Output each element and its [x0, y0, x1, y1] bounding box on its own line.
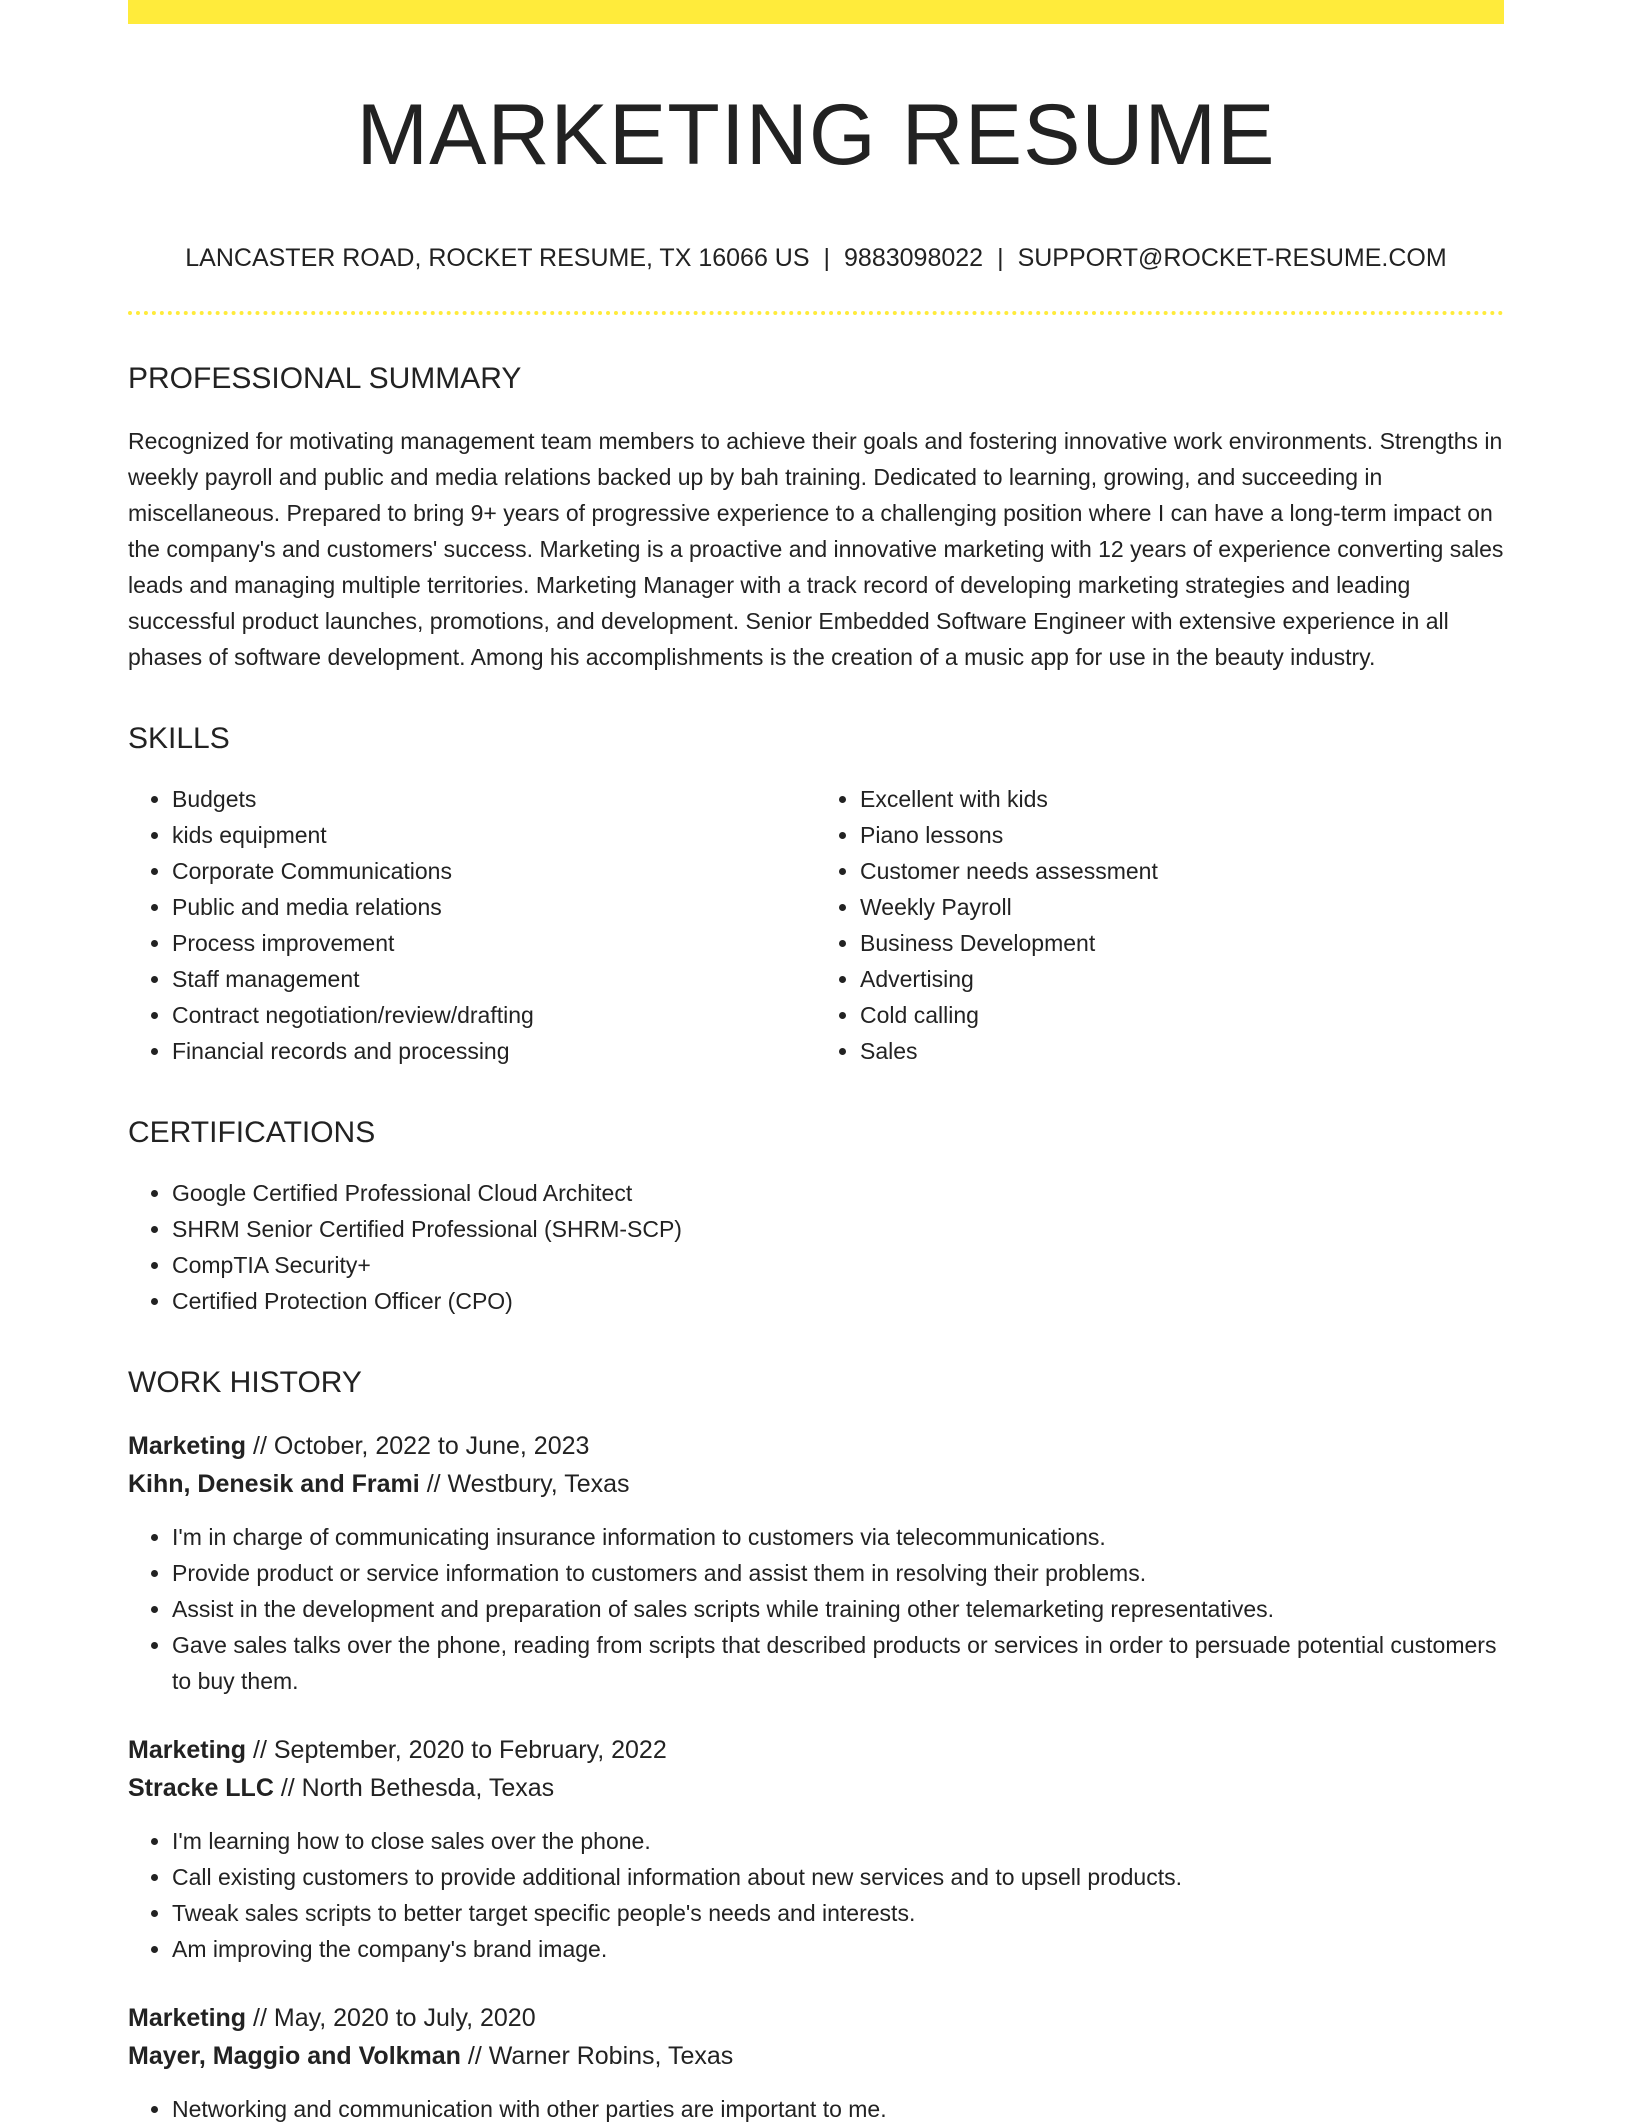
skill-item: • kids equipment	[172, 817, 816, 853]
contact-separator: |	[997, 244, 1004, 273]
job-dates: // May, 2020 to July, 2020	[253, 2004, 536, 2033]
job-title-line	[128, 1427, 1504, 1465]
work-history-heading: WORK HISTORY	[128, 1366, 362, 1400]
dotted-divider	[128, 311, 1504, 315]
certification-item: • Google Certified Professional Cloud Architect	[172, 1175, 1504, 1211]
job-company-line	[128, 1465, 1504, 1503]
job-company: Stracke LLC	[128, 1774, 274, 1803]
job-title: Marketing	[128, 1432, 247, 1461]
job-entry	[128, 1731, 1504, 1967]
skills-left-list	[128, 781, 816, 1069]
skill-item: • Staff management	[172, 961, 816, 997]
resume-page	[128, 0, 1504, 2127]
skill-item: • Corporate Communications	[172, 853, 816, 889]
skills-heading: SKILLS	[128, 722, 230, 756]
summary-text: Recognized for motivating management team members to achieve their goals and fostering innovative work environments. Strengths in weekly payroll and public and media relations backed up by bah training. Dedicated to learning, growing, and succeeding in miscellaneous. Prepared to bring 9+ years of progressive experience to a challenging position where I can have a long-term impact on the company's and customers' success. Marketing is a proactive and innovative marketing with 12 years of experience converting sales leads and managing multiple territories. Marketing Manager with a track record of developing marketing strategies and leading successful product launches, promotions, and development. Senior Embedded Software Engineer with extensive experience in all phases of software development. Among his accomplishments is the creation of a music app for use in the beauty industry.	[128, 428, 1504, 671]
job-bullet: • I'm in charge of communicating insurance information to customers via telecommunications.	[172, 1519, 1504, 1555]
job-company-line	[128, 1769, 1504, 1807]
skill-item: • Sales	[860, 1033, 1504, 1069]
skill-item: • Customer needs assessment	[860, 853, 1504, 889]
job-bullet: • Assist in the development and preparation of sales scripts while training other telemarketing representatives.	[172, 1591, 1504, 1627]
skills-right-list	[816, 781, 1504, 1069]
job-company: Kihn, Denesik and Frami	[128, 1470, 420, 1499]
contact-email: SUPPORT@ROCKET-RESUME.COM	[1017, 244, 1447, 273]
job-location: // Westbury, Texas	[426, 1470, 630, 1499]
job-bullet: • Call existing customers to provide additional information about new services and to upsell products.	[172, 1859, 1504, 1895]
job-entry	[128, 1999, 1504, 2127]
certification-item: • CompTIA Security+	[172, 1247, 1504, 1283]
job-bullets	[128, 2091, 1504, 2127]
certifications-list	[128, 1175, 1504, 1319]
skill-item: • Business Development	[860, 925, 1504, 961]
job-title: Marketing	[128, 1736, 247, 1765]
job-entry	[128, 1427, 1504, 1699]
skill-item: • Excellent with kids	[860, 781, 1504, 817]
job-bullet: • Networking and communication with other parties are important to me.	[172, 2091, 1504, 2127]
accent-top-bar	[128, 0, 1504, 24]
skill-item: • Budgets	[172, 781, 816, 817]
job-bullet: • Provide product or service information to customers and assist them in resolving their problems.	[172, 1555, 1504, 1591]
job-title: Marketing	[128, 2004, 247, 2033]
job-company: Mayer, Maggio and Volkman	[128, 2042, 461, 2071]
resume-title: MARKETING RESUME	[356, 87, 1276, 183]
contact-separator: |	[823, 244, 831, 273]
skills-grid	[128, 781, 1504, 1069]
certification-item: • Certified Protection Officer (CPO)	[172, 1283, 1504, 1319]
skill-item: • Process improvement	[172, 925, 816, 961]
skill-item: • Contract negotiation/review/drafting	[172, 997, 816, 1033]
job-title-line	[128, 1731, 1504, 1769]
job-bullet: • Tweak sales scripts to better target specific people's needs and interests.	[172, 1895, 1504, 1931]
job-bullets	[128, 1519, 1504, 1699]
skill-item: • Public and media relations	[172, 889, 816, 925]
job-dates: // October, 2022 to June, 2023	[253, 1432, 590, 1461]
contact-phone: 9883098022	[844, 244, 984, 273]
job-company-line	[128, 2037, 1504, 2075]
job-bullet: • Gave sales talks over the phone, reading from scripts that described products or services in order to persuade potential customers to buy them.	[172, 1627, 1504, 1699]
certifications-heading: CERTIFICATIONS	[128, 1116, 376, 1150]
job-bullet: • I'm learning how to close sales over the phone.	[172, 1823, 1504, 1859]
job-location: // North Bethesda, Texas	[280, 1774, 555, 1803]
skill-item: • Advertising	[860, 961, 1504, 997]
job-location: // Warner Robins, Texas	[467, 2042, 734, 2071]
contact-line	[128, 243, 1504, 273]
skill-item: • Cold calling	[860, 997, 1504, 1033]
job-bullet: • Am improving the company's brand image.	[172, 1931, 1504, 1967]
job-title-line	[128, 1999, 1504, 2037]
contact-address: LANCASTER ROAD, ROCKET RESUME, TX 16066 US	[185, 244, 810, 273]
job-bullets	[128, 1823, 1504, 1967]
certification-item: • SHRM Senior Certified Professional (SHRM-SCP)	[172, 1211, 1504, 1247]
skill-item: • Weekly Payroll	[860, 889, 1504, 925]
skill-item: • Piano lessons	[860, 817, 1504, 853]
job-dates: // September, 2020 to February, 2022	[253, 1736, 667, 1765]
summary-heading: PROFESSIONAL SUMMARY	[128, 362, 522, 396]
skill-item: • Financial records and processing	[172, 1033, 816, 1069]
